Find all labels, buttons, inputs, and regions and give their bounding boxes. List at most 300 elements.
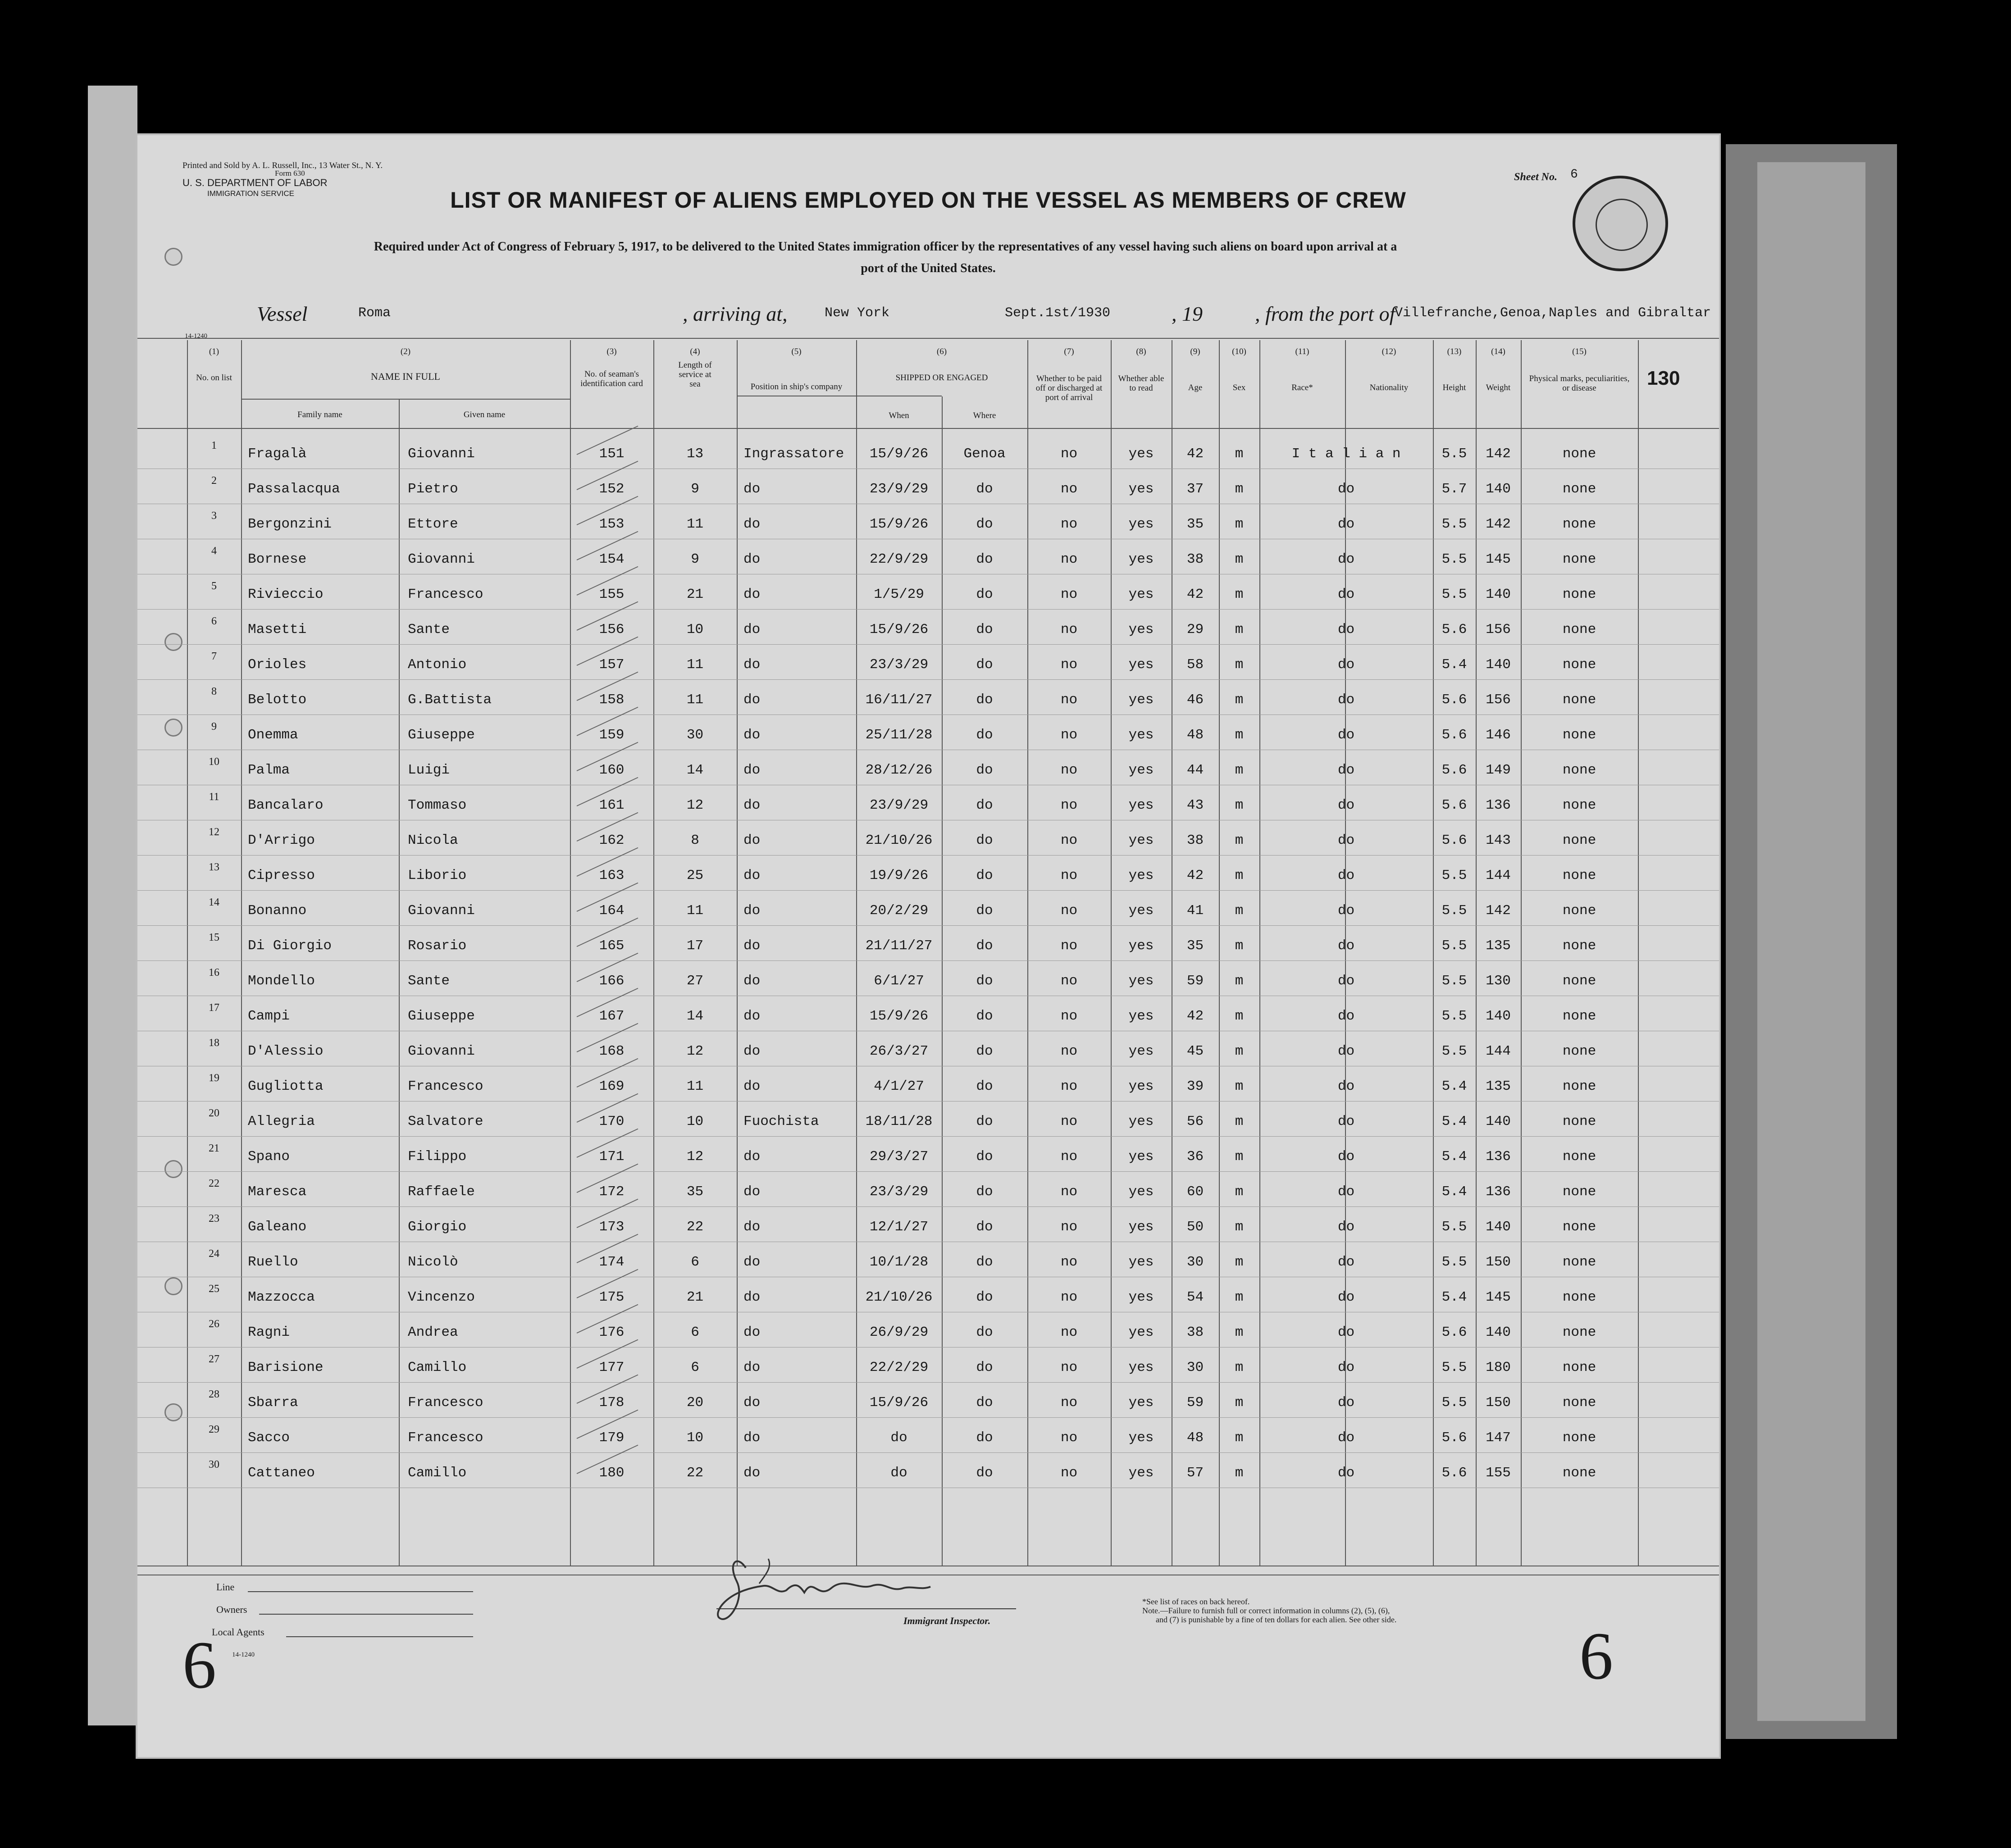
physical-marks: none: [1562, 1430, 1596, 1446]
race: do: [1337, 1079, 1355, 1094]
service-length: 6: [691, 1254, 699, 1270]
row-number: 9: [211, 721, 217, 733]
race: do: [1337, 1008, 1355, 1024]
ship-position: do: [743, 587, 761, 602]
col-2-number: (2): [400, 347, 411, 356]
row-number: 12: [209, 826, 219, 838]
col-7-header: Whether to be paid off or discharged at port of arrival: [1035, 374, 1103, 402]
sex: m: [1235, 1289, 1244, 1305]
given-name: Pietro: [408, 481, 458, 497]
row-number: 30: [209, 1459, 219, 1470]
weight: 135: [1486, 1079, 1511, 1094]
sex: m: [1235, 762, 1244, 778]
row-rule: [137, 1206, 1719, 1207]
height: 5.6: [1441, 622, 1467, 637]
row-number: 20: [209, 1107, 219, 1119]
sex: m: [1235, 657, 1244, 673]
family-name: Onemma: [248, 727, 298, 743]
able-to-read: yes: [1128, 973, 1154, 989]
seaman-card-number: 174: [599, 1254, 625, 1270]
service-length: 11: [686, 903, 704, 919]
consulate-seal: [1573, 176, 1668, 271]
height: 5.5: [1441, 868, 1467, 883]
race: do: [1337, 797, 1355, 813]
physical-marks: none: [1562, 1114, 1596, 1129]
service-length: 35: [686, 1184, 704, 1200]
physical-marks: none: [1562, 1184, 1596, 1200]
service-length: 13: [686, 446, 704, 462]
able-to-read: yes: [1128, 938, 1154, 954]
col-3-number: (3): [606, 347, 617, 356]
height: 5.4: [1441, 1184, 1467, 1200]
service-length: 8: [691, 833, 699, 848]
engaged-when: 4/1/27: [874, 1079, 924, 1094]
seaman-card-number: 178: [599, 1395, 625, 1411]
column-rule: [241, 340, 242, 1566]
sex: m: [1235, 587, 1244, 602]
sex: m: [1235, 833, 1244, 848]
age: 36: [1186, 1149, 1204, 1165]
weight: 136: [1486, 1149, 1511, 1165]
race: do: [1337, 1254, 1355, 1270]
col-8-number: (8): [1136, 347, 1146, 356]
printer-line: Printed and Sold by A. L. Russell, Inc., 13 Water St., N. Y.: [182, 161, 383, 170]
given-name: Luigi: [408, 762, 450, 778]
row-number: 22: [209, 1178, 219, 1189]
weight: 136: [1486, 797, 1511, 813]
weight: 155: [1486, 1465, 1511, 1481]
engaged-when: 25/11/28: [865, 727, 933, 743]
weight: 140: [1486, 587, 1511, 602]
seaman-card-number: 176: [599, 1325, 625, 1340]
service-length: 22: [686, 1465, 704, 1481]
sheet-number-large-right: 6: [1579, 1619, 1613, 1693]
from-label: , from the port of: [1255, 302, 1395, 325]
vessel-name: Roma: [358, 305, 391, 321]
height: 5.6: [1441, 762, 1467, 778]
engaged-when: 6/1/27: [874, 973, 924, 989]
service-length: 22: [686, 1219, 704, 1235]
service-length: 11: [686, 516, 704, 532]
departure-ports: Villefranche,Genoa,Naples and Gibraltar: [1395, 305, 1711, 321]
race: do: [1337, 1149, 1355, 1165]
age: 42: [1186, 446, 1204, 462]
service-length: 21: [686, 587, 704, 602]
sex: m: [1235, 692, 1244, 708]
age: 41: [1186, 903, 1204, 919]
given-name: G.Battista: [408, 692, 492, 708]
age: 48: [1186, 1430, 1204, 1446]
paid-off: no: [1060, 516, 1078, 532]
family-name: Allegria: [248, 1114, 315, 1129]
able-to-read: yes: [1128, 868, 1154, 883]
row-number: 29: [209, 1424, 219, 1435]
col-10-number: (10): [1232, 347, 1246, 356]
physical-marks: none: [1562, 1043, 1596, 1059]
weight: 149: [1486, 762, 1511, 778]
service-length: 12: [686, 797, 704, 813]
engaged-when: 23/9/29: [869, 797, 929, 813]
paid-off: no: [1060, 551, 1078, 567]
row-number: 14: [209, 897, 219, 908]
given-name: Antonio: [408, 657, 467, 673]
ship-position: do: [743, 657, 761, 673]
col-5-header: Position in ship's company: [750, 382, 843, 391]
engaged-where: do: [976, 692, 993, 708]
physical-marks: none: [1562, 1254, 1596, 1270]
service-length: 9: [691, 551, 699, 567]
service-length: 20: [686, 1395, 704, 1411]
row-rule: [137, 960, 1719, 961]
able-to-read: yes: [1128, 692, 1154, 708]
service-length: 10: [686, 1430, 704, 1446]
col-10-header: Sex: [1232, 383, 1246, 392]
ship-position: do: [743, 797, 761, 813]
service-length: 25: [686, 868, 704, 883]
age: 56: [1186, 1114, 1204, 1129]
able-to-read: yes: [1128, 1289, 1154, 1305]
family-name: Di Giorgio: [248, 938, 332, 954]
physical-marks: none: [1562, 1360, 1596, 1375]
seaman-card-number: 164: [599, 903, 625, 919]
able-to-read: yes: [1128, 1008, 1154, 1024]
row-number: 23: [209, 1213, 219, 1224]
weight: 140: [1486, 1114, 1511, 1129]
family-name: Belotto: [248, 692, 307, 708]
row-number: 18: [209, 1037, 219, 1049]
row-number: 27: [209, 1353, 219, 1365]
age: 30: [1186, 1254, 1204, 1270]
seaman-card-number: 169: [599, 1079, 625, 1094]
seaman-card-number: 159: [599, 727, 625, 743]
engaged-where: do: [976, 1079, 993, 1094]
ship-position: do: [743, 1465, 761, 1481]
height: 5.5: [1441, 1254, 1467, 1270]
ship-position: do: [743, 1149, 761, 1165]
engaged-where: do: [976, 1008, 993, 1024]
able-to-read: yes: [1128, 1465, 1154, 1481]
height: 5.6: [1441, 1430, 1467, 1446]
race: do: [1337, 973, 1355, 989]
ship-position: do: [743, 622, 761, 637]
age: 54: [1186, 1289, 1204, 1305]
service-length: 11: [686, 692, 704, 708]
height: 5.5: [1441, 903, 1467, 919]
table-top-rule: [137, 338, 1719, 339]
row-rule: [137, 644, 1719, 645]
col-5-number: (5): [791, 347, 802, 356]
engaged-where: Genoa: [963, 446, 1006, 462]
paid-off: no: [1060, 692, 1078, 708]
engaged-where: do: [976, 1219, 993, 1235]
row-rule: [137, 609, 1719, 610]
sex: m: [1235, 938, 1244, 954]
able-to-read: yes: [1128, 516, 1154, 532]
engaged-where: do: [976, 1289, 993, 1305]
given-name: Francesco: [408, 1430, 483, 1446]
physical-marks: none: [1562, 657, 1596, 673]
given-name: Giovanni: [408, 551, 475, 567]
arrival-port: New York: [825, 305, 890, 321]
service-length: 14: [686, 762, 704, 778]
sex: m: [1235, 1184, 1244, 1200]
given-name: Francesco: [408, 587, 483, 602]
engaged-where: do: [976, 1395, 993, 1411]
age: 57: [1186, 1465, 1204, 1481]
row-number: 16: [209, 967, 219, 979]
subtitle-line-2: port of the United States.: [861, 261, 996, 275]
weight: 136: [1486, 1184, 1511, 1200]
family-name: Campi: [248, 1008, 290, 1024]
row-rule: [137, 1171, 1719, 1172]
race: do: [1337, 657, 1355, 673]
local-agents-label: Local Agents: [212, 1626, 264, 1638]
race: do: [1337, 516, 1355, 532]
physical-marks: none: [1562, 481, 1596, 497]
race: do: [1337, 762, 1355, 778]
height: 5.5: [1441, 1219, 1467, 1235]
ship-position: Ingrassatore: [743, 446, 844, 462]
paid-off: no: [1060, 1219, 1078, 1235]
name-subrule: [241, 399, 570, 400]
height: 5.5: [1441, 446, 1467, 462]
engaged-where: do: [976, 762, 993, 778]
age: 48: [1186, 727, 1204, 743]
engaged-where: do: [976, 1114, 993, 1129]
given-name: Vincenzo: [408, 1289, 475, 1305]
physical-marks: none: [1562, 587, 1596, 602]
race: do: [1337, 903, 1355, 919]
sex: m: [1235, 1360, 1244, 1375]
engaged-where: do: [976, 516, 993, 532]
family-name: Mazzocca: [248, 1289, 315, 1305]
col-11-header: Race*: [1291, 383, 1313, 392]
punch-hole: [164, 719, 182, 737]
seaman-card-number: 165: [599, 938, 625, 954]
able-to-read: yes: [1128, 1043, 1154, 1059]
family-name: Mondello: [248, 973, 315, 989]
service-length: 10: [686, 622, 704, 637]
seaman-card-number: 167: [599, 1008, 625, 1024]
sex: m: [1235, 622, 1244, 637]
sex: m: [1235, 551, 1244, 567]
col-2a-header: Family name: [297, 410, 342, 419]
arriving-label: , arriving at,: [683, 302, 788, 325]
sex: m: [1235, 1325, 1244, 1340]
weight: 156: [1486, 622, 1511, 637]
paid-off: no: [1060, 1043, 1078, 1059]
given-name: Salvatore: [408, 1114, 483, 1129]
row-rule: [137, 925, 1719, 926]
given-name: Andrea: [408, 1325, 458, 1340]
age: 44: [1186, 762, 1204, 778]
weight: 140: [1486, 481, 1511, 497]
sex: m: [1235, 1114, 1244, 1129]
engaged-where: do: [976, 868, 993, 883]
sex: m: [1235, 1008, 1244, 1024]
family-name: Masetti: [248, 622, 307, 637]
age: 58: [1186, 657, 1204, 673]
engaged-where: do: [976, 1184, 993, 1200]
note-races: *See list of races on back hereof.: [1142, 1597, 1250, 1606]
row-rule: [137, 679, 1719, 680]
row-rule: [137, 890, 1719, 891]
ship-position: do: [743, 481, 761, 497]
engaged-when: 21/10/26: [865, 1289, 933, 1305]
sheet-label: Sheet No.: [1514, 171, 1557, 183]
line-label: Line: [216, 1581, 235, 1593]
given-name: Rosario: [408, 938, 467, 954]
engaged-when: 22/9/29: [869, 551, 929, 567]
row-number: 25: [209, 1283, 219, 1295]
row-rule: [137, 855, 1719, 856]
paid-off: no: [1060, 1149, 1078, 1165]
row-rule: [137, 1452, 1719, 1453]
engaged-where: do: [976, 1465, 993, 1481]
engaged-when: 20/2/29: [869, 903, 929, 919]
given-name: Giorgio: [408, 1219, 467, 1235]
height: 5.6: [1441, 727, 1467, 743]
ship-position: do: [743, 727, 761, 743]
paid-off: no: [1060, 1008, 1078, 1024]
service-length: 27: [686, 973, 704, 989]
department: U. S. DEPARTMENT OF LABOR: [182, 177, 328, 188]
sex: m: [1235, 481, 1244, 497]
seaman-card-number: 163: [599, 868, 625, 883]
race: do: [1337, 868, 1355, 883]
engaged-where: do: [976, 1043, 993, 1059]
inspector-label: Immigrant Inspector.: [903, 1615, 991, 1626]
physical-marks: none: [1562, 1325, 1596, 1340]
weight: 140: [1486, 1008, 1511, 1024]
paid-off: no: [1060, 1465, 1078, 1481]
able-to-read: yes: [1128, 1430, 1154, 1446]
binding-edge: [88, 86, 137, 1725]
engaged-where: do: [976, 1360, 993, 1375]
weight: 142: [1486, 516, 1511, 532]
sex: m: [1235, 973, 1244, 989]
family-name: Cipresso: [248, 868, 315, 883]
service-length: 11: [686, 1079, 704, 1094]
weight: 147: [1486, 1430, 1511, 1446]
punch-hole: [164, 1403, 182, 1421]
paid-off: no: [1060, 1395, 1078, 1411]
col-3-header: No. of seaman's identification card: [580, 369, 643, 388]
page-title: LIST OR MANIFEST OF ALIENS EMPLOYED ON THE VESSEL AS MEMBERS OF CREW: [450, 187, 1406, 213]
engaged-when: 23/3/29: [869, 1184, 929, 1200]
paid-off: no: [1060, 657, 1078, 673]
given-name: Ettore: [408, 516, 458, 532]
row-number: 4: [211, 545, 217, 557]
ship-position: do: [743, 1395, 761, 1411]
note-fine-1: Note.—Failure to furnish full or correct information in columns (2), (5), (6),: [1142, 1606, 1390, 1615]
weight: 140: [1486, 657, 1511, 673]
engaged-when: 15/9/26: [869, 622, 929, 637]
able-to-read: yes: [1128, 1184, 1154, 1200]
engaged-when: 26/3/27: [869, 1043, 929, 1059]
seaman-card-number: 179: [599, 1430, 625, 1446]
column-rule: [1638, 340, 1639, 1566]
eagle-emblem-icon: [1596, 199, 1648, 251]
paid-off: no: [1060, 1360, 1078, 1375]
ship-position: do: [743, 1219, 761, 1235]
given-name: Francesco: [408, 1079, 483, 1094]
seaman-card-number: 161: [599, 797, 625, 813]
physical-marks: none: [1562, 622, 1596, 637]
engaged-when: 26/9/29: [869, 1325, 929, 1340]
age: 38: [1186, 833, 1204, 848]
age: 35: [1186, 516, 1204, 532]
sex: m: [1235, 1254, 1244, 1270]
engaged-where: do: [976, 657, 993, 673]
col-11-number: (11): [1295, 347, 1309, 356]
sex: m: [1235, 1149, 1244, 1165]
physical-marks: none: [1562, 551, 1596, 567]
able-to-read: yes: [1128, 1254, 1154, 1270]
family-name: Bergonzini: [248, 516, 332, 532]
seaman-card-number: 172: [599, 1184, 625, 1200]
col-15-header: Physical marks, peculiarities, or disease: [1529, 374, 1630, 393]
seaman-card-number: 168: [599, 1043, 625, 1059]
height: 5.6: [1441, 1465, 1467, 1481]
able-to-read: yes: [1128, 657, 1154, 673]
physical-marks: none: [1562, 762, 1596, 778]
height: 5.5: [1441, 1395, 1467, 1411]
sex: m: [1235, 1043, 1244, 1059]
height: 5.5: [1441, 1360, 1467, 1375]
sex: m: [1235, 516, 1244, 532]
physical-marks: none: [1562, 692, 1596, 708]
family-name: Maresca: [248, 1184, 307, 1200]
engaged-where: do: [976, 1149, 993, 1165]
race: do: [1337, 1395, 1355, 1411]
service: IMMIGRATION SERVICE: [207, 189, 295, 198]
paid-off: no: [1060, 446, 1078, 462]
able-to-read: yes: [1128, 833, 1154, 848]
engaged-when: 28/12/26: [865, 762, 933, 778]
able-to-read: yes: [1128, 762, 1154, 778]
row-number: 6: [211, 615, 217, 627]
seaman-card-number: 156: [599, 622, 625, 637]
age: 30: [1186, 1360, 1204, 1375]
age: 42: [1186, 587, 1204, 602]
ship-position: do: [743, 551, 761, 567]
given-name: Sante: [408, 622, 450, 637]
age: 42: [1186, 1008, 1204, 1024]
age: 43: [1186, 797, 1204, 813]
height: 5.5: [1441, 973, 1467, 989]
ship-position: do: [743, 516, 761, 532]
physical-marks: none: [1562, 1149, 1596, 1165]
row-number: 15: [209, 932, 219, 943]
engaged-where: do: [976, 1430, 993, 1446]
ship-position: do: [743, 833, 761, 848]
engaged-when: 1/5/29: [874, 587, 924, 602]
service-length: 17: [686, 938, 704, 954]
row-rule: [137, 1382, 1719, 1383]
weight: 144: [1486, 1043, 1511, 1059]
family-name: Gugliotta: [248, 1079, 324, 1094]
engaged-where: do: [976, 1325, 993, 1340]
race: do: [1337, 938, 1355, 954]
able-to-read: yes: [1128, 1114, 1154, 1129]
paid-off: no: [1060, 1289, 1078, 1305]
row-number: 1: [211, 440, 217, 451]
stacked-pages-edge-inner: [1757, 162, 1865, 1721]
engaged-where: do: [976, 1254, 993, 1270]
seaman-card-number: 155: [599, 587, 625, 602]
family-name: Ragni: [248, 1325, 290, 1340]
